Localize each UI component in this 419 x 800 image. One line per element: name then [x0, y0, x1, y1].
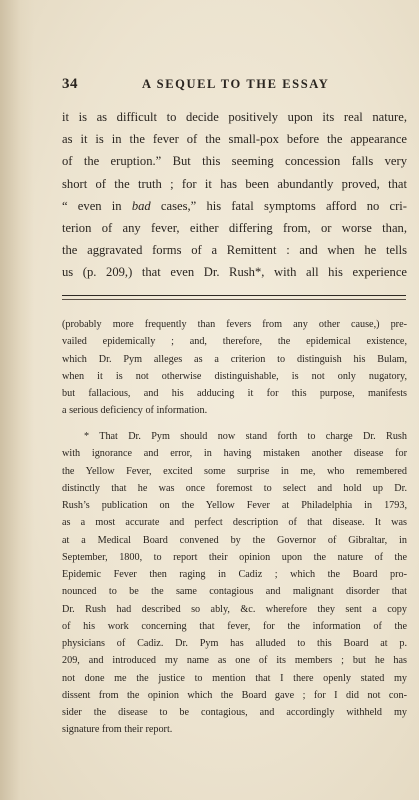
- footnote-line: (probably more frequently than fevers from any other cause,) pre-: [62, 319, 407, 330]
- page-number: 34: [62, 76, 78, 92]
- footnote-line: dissent from the opinion which the Board gave ; for I did not con-: [62, 689, 407, 701]
- footnote-line: which Dr. Pym alleges as a criterion to distinguish his Bulam,: [62, 353, 407, 365]
- footnote-line: sider the disease to be contagious, and accordingly withheld my: [62, 707, 407, 718]
- text-line: of the eruption.” But this seeming concession falls very: [62, 154, 407, 169]
- text-line: as it is in the fever of the small-pox before the appearance: [62, 132, 407, 147]
- footnote-line: as a most accurate and perfect description of that disease. It was: [62, 517, 407, 529]
- footnote-star: [62, 428, 407, 739]
- footnote-rule: [62, 295, 406, 296]
- footnote-rule-thin: [62, 299, 406, 300]
- footnote-line: September, 1800, to report their opinion upon the nature of the: [62, 551, 407, 563]
- footnote-line: Epidemic Fever then raging in Cadiz ; which the Board pro-: [62, 569, 407, 580]
- text-line: “ even in bad cases,” his fatal symptoms afford no cri-: [62, 198, 407, 213]
- text-line: terion of any fever, either differing from, or worse than,: [62, 220, 407, 235]
- footnote-line: nounced to be the same contagious and malignant disorder that: [62, 586, 407, 598]
- footnote-line: a serious deficiency of information.: [62, 405, 208, 417]
- text-line: short of the truth ; for it has been abundantly proved, that: [62, 176, 407, 191]
- footnote-line: but fallacious, and his adducing it for this purpose, manifests: [62, 388, 407, 399]
- footnote-line: distinctly that he was once foremost to select and hold up Dr.: [62, 482, 407, 494]
- main-text: [62, 106, 407, 284]
- footnote-line: with ignorance and error, in having mistaken another disease for: [62, 448, 407, 460]
- text-line: the aggravated forms of a Remittent : and when he tells: [62, 243, 407, 258]
- emphasis-text: bad: [131, 198, 151, 213]
- text-line: it is as difficult to decide positively upon its real nature,: [62, 110, 407, 124]
- page-header: [62, 76, 402, 96]
- footnote-line: * That Dr. Pym should now stand forth to charge Dr. Rush: [84, 431, 407, 442]
- page-gutter-shadow: [0, 0, 34, 800]
- footnote-continued: [62, 316, 407, 420]
- footnote-line: Rush’s publication on the Yellow Fever at Philadelphia in 1793,: [62, 500, 407, 511]
- footnote-line: at a Medical Board convened by the Governor of Gibraltar, in: [62, 534, 407, 546]
- footnote-line: signature from their report.: [62, 724, 173, 736]
- footnote-line: vailed epidemically ; and, therefore, the epidemical existence,: [62, 336, 407, 348]
- footnote-line: the Yellow Fever, excited some surprise in me, who remembered: [62, 465, 407, 477]
- footnote-line: of his work concerning that fever, for the information of the: [62, 620, 407, 632]
- footnote-line: 209, and introduced my name as one of its members ; but he has: [62, 655, 407, 667]
- running-head: A SEQUEL TO THE ESSAY: [142, 77, 330, 91]
- text-line: us (p. 209,) that even Dr. Rush*, with all his experience: [62, 265, 407, 280]
- footnote-line: Dr. Rush had described so ably, &c. wherefore they sent a copy: [62, 603, 407, 615]
- footnote-line: not done me the justice to mention that I there openly stated my: [62, 672, 407, 684]
- footnote-line: physicians of Cadiz. Dr. Pym has alluded to this Board at p.: [62, 638, 407, 649]
- footnote-line: when it is not otherwise distinguishable, is not only nugatory,: [62, 370, 407, 382]
